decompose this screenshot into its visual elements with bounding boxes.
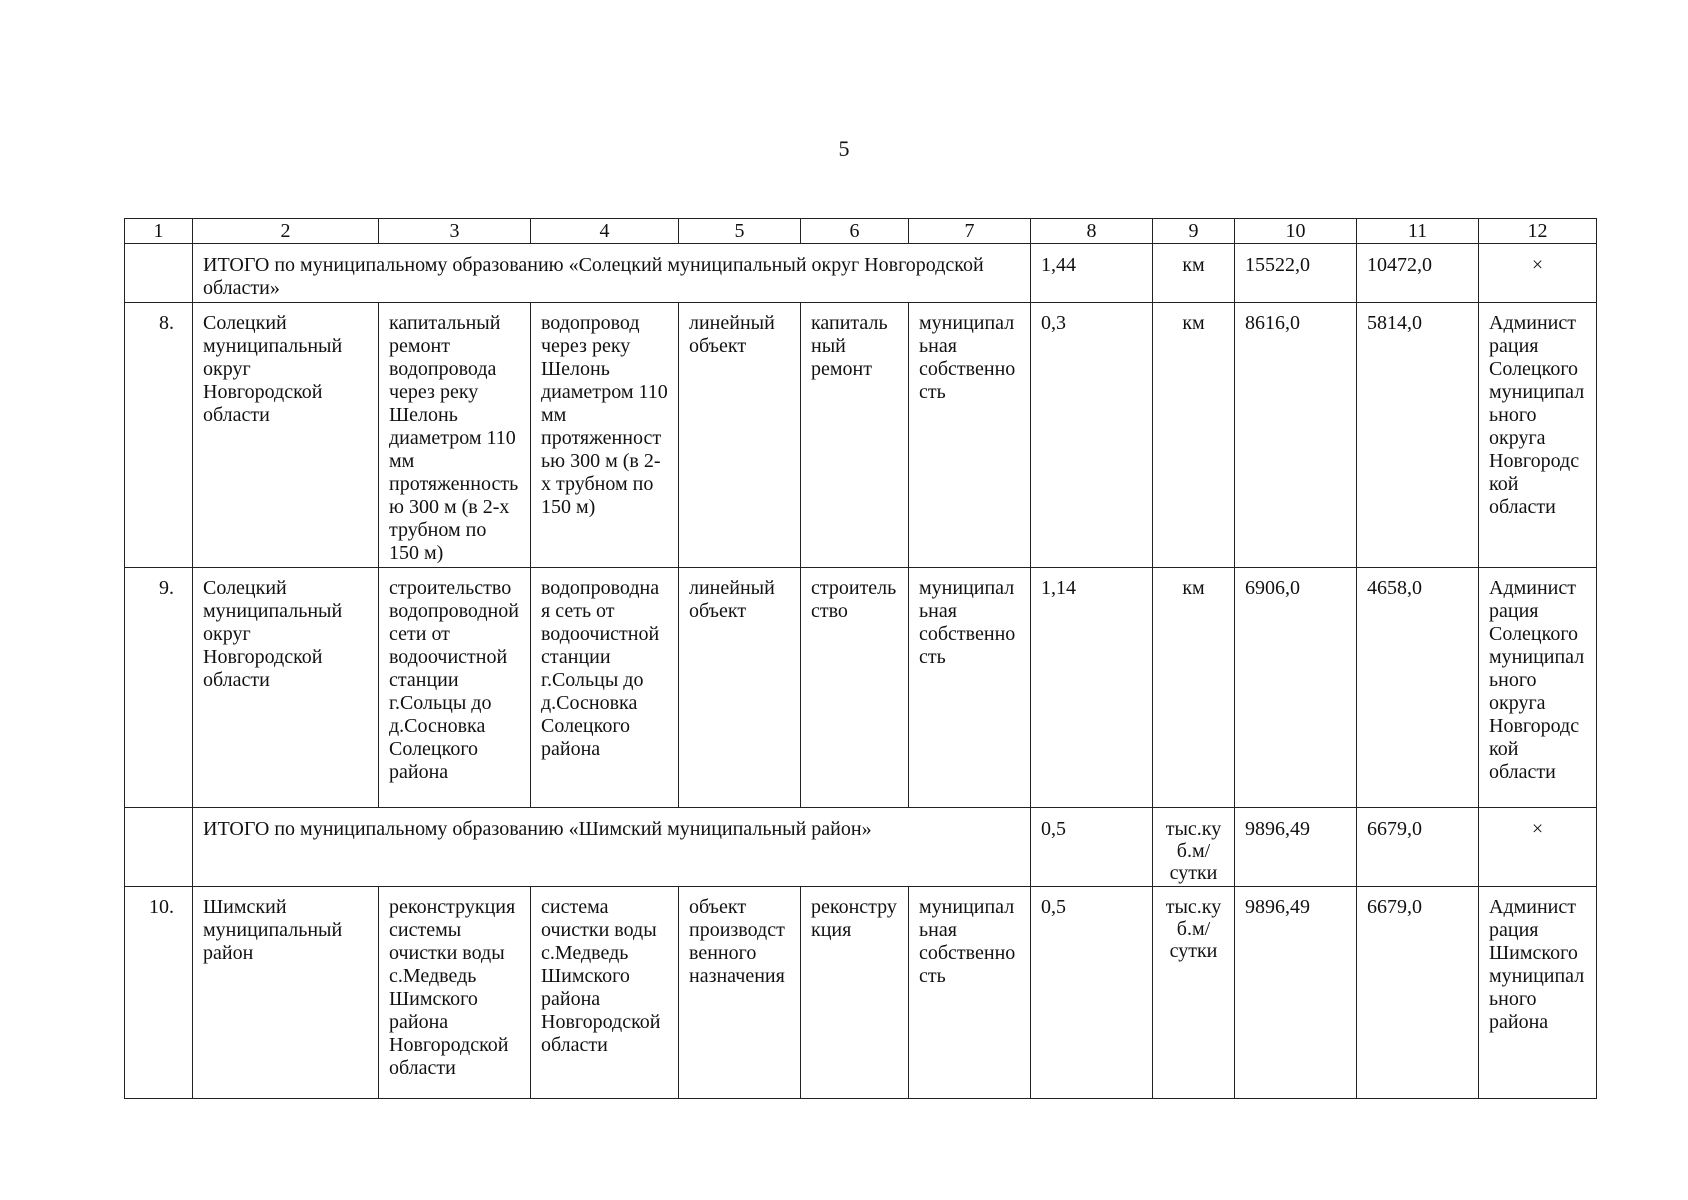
ownership-cell: муниципальная собственность: [909, 303, 1031, 568]
total-unit-bottom: сутки: [1169, 862, 1218, 884]
municipality-cell: Солецкий муниципальный округ Новгородской области: [193, 303, 379, 568]
unit-cell: км: [1153, 568, 1235, 808]
table-row: [125, 303, 1597, 568]
table-row: [125, 568, 1597, 808]
col-num-2: 2: [193, 219, 379, 244]
cost-cell: 9896,49: [1235, 887, 1357, 1099]
ownership-cell: муниципальная собственность: [909, 887, 1031, 1099]
work-type-cell: строительство: [801, 568, 909, 808]
total-row-soletsky: [125, 244, 1597, 303]
activity-cell: реконструкция системы очистки воды с.Медведь Шимского района Новгородской области: [379, 887, 531, 1099]
col-num-10: 10: [1235, 219, 1357, 244]
total-cost: 9896,49: [1235, 808, 1357, 887]
activity-cell: строительство водопроводной сети от водоочистной станции г.Сольцы до д.Сосновка Солецкого района: [379, 568, 531, 808]
col-num-12: 12: [1479, 219, 1597, 244]
total-label: ИТОГО по муниципальному образованию «Шимский муниципальный район»: [193, 808, 1031, 887]
total-capacity: 0,5: [1031, 808, 1153, 887]
responsible-org-cell: Администрация Солецкого муниципального округа Новгородской области: [1479, 303, 1597, 568]
total-budget: 10472,0: [1357, 244, 1479, 303]
total-blank-cell: [125, 244, 193, 303]
activity-cell: капитальный ремонт водопровода через реку Шелонь диаметром 110 мм протяженностью 300 м (в 2-х трубном по 150 м): [379, 303, 531, 568]
capacity-cell: 0,5: [1031, 887, 1153, 1099]
col-num-11: 11: [1357, 219, 1479, 244]
table-row: [125, 887, 1597, 1099]
object-type-cell: объект производственного назначения: [679, 887, 801, 1099]
column-number-row: [125, 219, 1597, 244]
col-num-4: 4: [531, 219, 679, 244]
total-not-applicable-mark: ×: [1479, 244, 1597, 303]
total-budget: 6679,0: [1357, 808, 1479, 887]
municipality-cell: Солецкий муниципальный округ Новгородской области: [193, 568, 379, 808]
work-type-cell: капитальный ремонт: [801, 303, 909, 568]
page-number: 5: [838, 136, 850, 161]
row-number: 9.: [125, 568, 193, 808]
cost-cell: 8616,0: [1235, 303, 1357, 568]
capacity-cell: 0,3: [1031, 303, 1153, 568]
total-unit-top: тыс.куб.м/: [1165, 818, 1222, 862]
col-num-1: 1: [125, 219, 193, 244]
municipality-cell: Шимский муниципальный район: [193, 887, 379, 1099]
total-not-applicable-mark: ×: [1479, 808, 1597, 887]
col-num-3: 3: [379, 219, 531, 244]
row-number: 8.: [125, 303, 193, 568]
total-unit: км: [1153, 244, 1235, 303]
capacity-cell: 1,14: [1031, 568, 1153, 808]
ownership-cell: муниципальная собственность: [909, 568, 1031, 808]
object-cell: водопроводная сеть от водоочистной станции г.Сольцы до д.Сосновка Солецкого района: [531, 568, 679, 808]
total-row-shimsky: [125, 808, 1597, 887]
object-type-cell: линейный объект: [679, 303, 801, 568]
row-number: 10.: [125, 887, 193, 1099]
responsible-org-cell: Администрация Шимского муниципального района: [1479, 887, 1597, 1099]
work-type-cell: реконструкция: [801, 887, 909, 1099]
col-num-7: 7: [909, 219, 1031, 244]
data-table: [124, 218, 1597, 1099]
cost-cell: 6906,0: [1235, 568, 1357, 808]
unit-cell: км: [1153, 303, 1235, 568]
col-num-8: 8: [1031, 219, 1153, 244]
total-label: ИТОГО по муниципальному образованию «Солецкий муниципальный округ Новгородской области»: [193, 244, 1031, 303]
total-cost: 15522,0: [1235, 244, 1357, 303]
total-blank-cell: [125, 808, 193, 887]
object-cell: водопровод через реку Шелонь диаметром 110 мм протяженностью 300 м (в 2-х трубном по 150 м): [531, 303, 679, 568]
unit-top: тыс.куб.м/: [1165, 896, 1222, 940]
col-num-5: 5: [679, 219, 801, 244]
responsible-org-cell: Администрация Солецкого муниципального округа Новгородской области: [1479, 568, 1597, 808]
object-type-cell: линейный объект: [679, 568, 801, 808]
budget-cell: 6679,0: [1357, 887, 1479, 1099]
total-unit: [1153, 808, 1235, 887]
budget-cell: 5814,0: [1357, 303, 1479, 568]
col-num-6: 6: [801, 219, 909, 244]
object-cell: система очистки воды с.Медведь Шимского района Новгородской области: [531, 887, 679, 1099]
unit-cell: [1153, 887, 1235, 1099]
total-capacity: 1,44: [1031, 244, 1153, 303]
unit-bottom: сутки: [1169, 940, 1218, 962]
col-num-9: 9: [1153, 219, 1235, 244]
budget-cell: 4658,0: [1357, 568, 1479, 808]
